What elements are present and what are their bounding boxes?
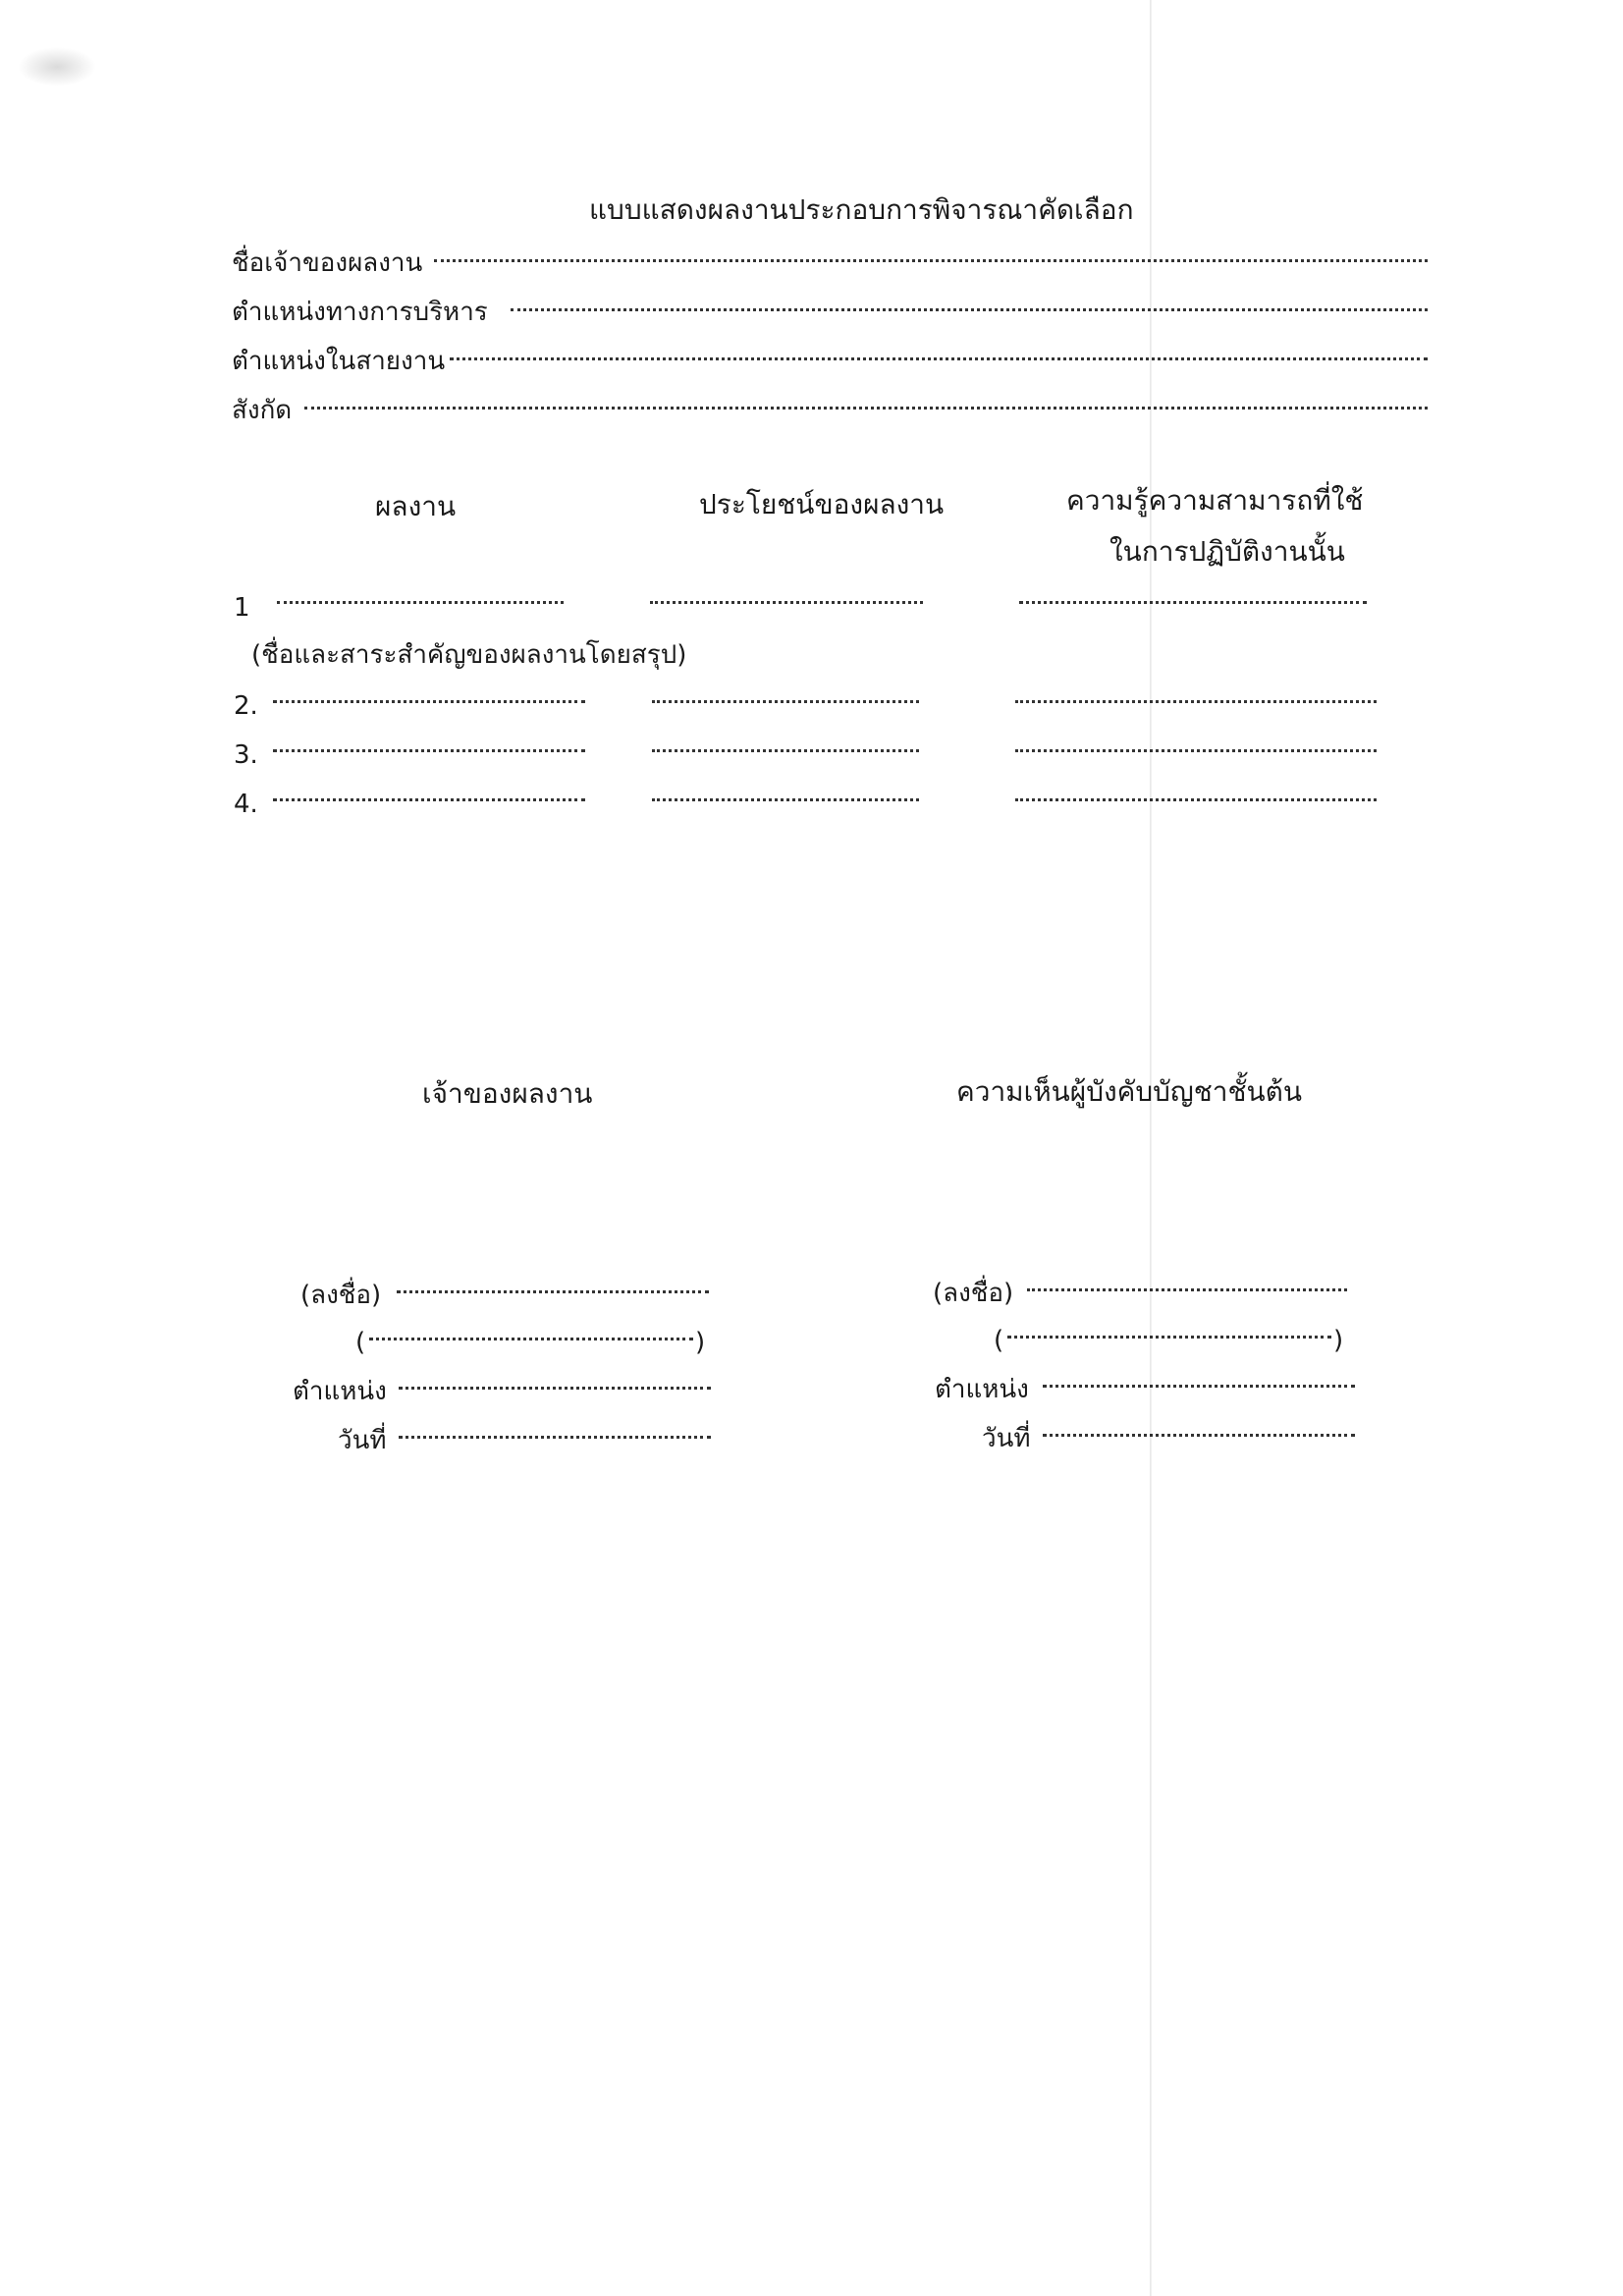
column-header-knowledge-line2: ในการปฏิบัติงานนั้น bbox=[1109, 535, 1345, 568]
row3-knowledge-field[interactable] bbox=[1015, 749, 1377, 752]
owner-sign-label: (ลงชื่อ) bbox=[300, 1281, 382, 1310]
supervisor-heading: ความเห็นผู้บังคับบัญชาชั้นต้น bbox=[956, 1075, 1302, 1108]
supervisor-paren-close: ) bbox=[1333, 1326, 1344, 1355]
row-number-2: 2. bbox=[234, 691, 258, 721]
row4-benefit-field[interactable] bbox=[652, 798, 919, 801]
supervisor-paren-open: ( bbox=[994, 1326, 1004, 1355]
row-number-4: 4. bbox=[234, 790, 258, 819]
supervisor-date-label: วันที่ bbox=[982, 1424, 1031, 1453]
owner-sign-field[interactable] bbox=[397, 1290, 709, 1293]
row2-benefit-field[interactable] bbox=[652, 700, 919, 703]
form-title: แบบแสดงผลงานประกอบการพิจารณาคัดเลือก bbox=[589, 193, 1134, 226]
supervisor-date-field[interactable] bbox=[1043, 1434, 1355, 1437]
scan-smudge bbox=[18, 47, 96, 86]
owner-name-label: ชื่อเจ้าของผลงาน bbox=[232, 248, 423, 278]
supervisor-position-label: ตำแหน่ง bbox=[935, 1375, 1029, 1404]
row1-work-field[interactable] bbox=[277, 601, 564, 604]
row-number-3: 3. bbox=[234, 740, 258, 770]
paper-fold-line bbox=[1150, 0, 1152, 2296]
supervisor-sign-label: (ลงชื่อ) bbox=[933, 1279, 1014, 1308]
affiliation-label: สังกัด bbox=[232, 396, 293, 425]
row4-work-field[interactable] bbox=[273, 798, 585, 801]
line-position-field[interactable] bbox=[450, 357, 1428, 360]
column-header-knowledge-line1: ความรู้ความสามารถที่ใช้ bbox=[1066, 484, 1364, 517]
owner-paren-open: ( bbox=[355, 1328, 366, 1357]
supervisor-position-field[interactable] bbox=[1043, 1385, 1355, 1388]
owner-position-label: ตำแหน่ง bbox=[293, 1377, 387, 1406]
row2-work-field[interactable] bbox=[273, 700, 585, 703]
affiliation-field[interactable] bbox=[304, 407, 1428, 410]
owner-printed-name-field[interactable] bbox=[369, 1338, 693, 1340]
supervisor-sign-field[interactable] bbox=[1027, 1288, 1347, 1291]
admin-position-label: ตำแหน่งทางการบริหาร bbox=[232, 298, 488, 327]
column-header-work: ผลงาน bbox=[375, 490, 457, 522]
row4-knowledge-field[interactable] bbox=[1015, 798, 1377, 801]
owner-name-field[interactable] bbox=[434, 259, 1428, 262]
row3-work-field[interactable] bbox=[273, 749, 585, 752]
owner-position-field[interactable] bbox=[399, 1387, 711, 1390]
owner-paren-close: ) bbox=[695, 1328, 706, 1357]
row-number-1: 1 bbox=[234, 593, 250, 623]
admin-position-field[interactable] bbox=[511, 308, 1428, 311]
supervisor-printed-name-field[interactable] bbox=[1007, 1336, 1331, 1339]
row2-knowledge-field[interactable] bbox=[1015, 700, 1377, 703]
owner-date-label: วันที่ bbox=[338, 1426, 387, 1455]
row1-note: (ชื่อและสาระสำคัญของผลงานโดยสรุป) bbox=[251, 640, 687, 670]
line-position-label: ตำแหน่งในสายงาน bbox=[232, 347, 446, 376]
row1-knowledge-field[interactable] bbox=[1019, 601, 1367, 604]
row1-benefit-field[interactable] bbox=[650, 601, 923, 604]
owner-date-field[interactable] bbox=[399, 1436, 711, 1439]
owner-heading: เจ้าของผลงาน bbox=[422, 1077, 593, 1110]
row3-benefit-field[interactable] bbox=[652, 749, 919, 752]
column-header-benefit: ประโยชน์ของผลงาน bbox=[699, 488, 945, 520]
